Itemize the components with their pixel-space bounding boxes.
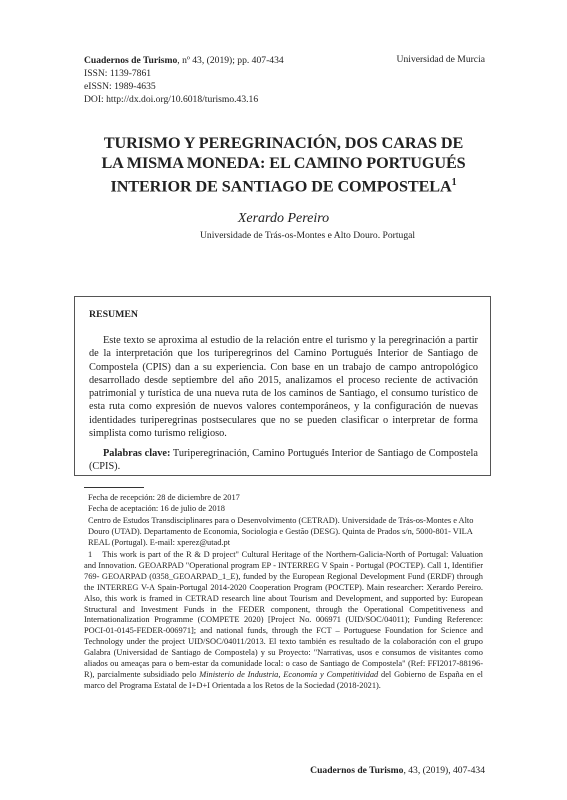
citation-line bbox=[84, 54, 284, 67]
keywords bbox=[89, 447, 478, 474]
title-line-1: TURISMO Y PEREGRINACIÓN, DOS CARAS DE bbox=[103, 134, 464, 152]
abstract-text: Este texto se aproxima al estudio de la relación entre el turismo y la peregrinación a partir de la interpretación que los turiperegrinos del Camino Portugués Interior de Santiago de Compostela (CPIS) dan a su experiencia. Con base en un trabajo de campo antropológico desarrollado desde septiembre del año 2015, analizamos el proceso reciente de activación patrimonial y turística de una nueva ruta de los caminos de Santiago, el consumo turístico de esta ruta como expresión de nuevos valores contemporáneos, y la configuración de nuevas identidades turiperegrinas postseculares que no se pueden clasificar o interpretar de forma simplista como turismo religioso. bbox=[89, 335, 478, 440]
author-affiliation: Universidade de Trás-os-Montes e Alto Douro. Portugal bbox=[200, 230, 416, 241]
footnote-text-a: This work is part of the R & D project" Cultural Heritage of the Northern-Galicia-North of Portugal: Valuation and Innovation. GEOARPAD "Operational program EP - INTERREG V Spain - Portugal (POCTEP). Call 1, Identifier 769- GEOARPAD (0358_GEOARPAD_1_E), funded by the European Regional Development Fund (ERDF) through the INTERREG V-A Spain-Portugal 2014-2020 Cooperation Program (POCTEP). Main researcher: Xerardo Pereiro. Also, this work is framed in CETRAD research line about Tourism and Development, and supported by: European Structural and Investment Funds in the FEDER component, through the Operational Competitiveness and Internationalization Programme (COMPETE 2020) [Project No. 006971 (UID/SOC/04011); Funding Reference: POCI-01-0145-FEDER-006971]; and national funds, through the FCT – Portuguese Foundation for Science and Technology under the project UID/SOC/04011/2013. El texto también es resultado de la colaboración con el grupo Galabra (Universidad de Santiago de Compostela) y su Proyecto: "Narrativas, usos e consumos de visitantes como aliados ou ameaças para o bem-estar da comunidade local: o caso de Santiago de Compostela" (Ref: FFI2017-88196-R), parcialmente subsidiado pelo bbox=[84, 550, 483, 679]
footnote-divider bbox=[84, 487, 144, 488]
footnote-italic: Ministerio de Industria, Economía y Competitividad bbox=[199, 669, 379, 679]
title-line-2: LA MISMA MONEDA: EL CAMINO PORTUGUÉS bbox=[101, 153, 466, 172]
keywords-label: Palabras clave: bbox=[103, 448, 171, 459]
title-line-3 bbox=[60, 173, 507, 197]
page-footer bbox=[310, 765, 485, 776]
footer-journal: Cuadernos de Turismo bbox=[310, 765, 404, 776]
issn: ISSN: 1139-7861 bbox=[84, 68, 152, 79]
footer-citation: , 43, (2019), 407-434 bbox=[403, 765, 485, 776]
eissn: eISSN: 1989-4635 bbox=[84, 81, 156, 92]
keywords-text: Turiperegrinación, Camino Portugués Interior de Santiago de Compostela (CPIS). bbox=[89, 448, 478, 473]
title-line-3-text: INTERIOR DE SANTIAGO DE COMPOSTELA bbox=[110, 177, 452, 196]
received-date: Fecha de recepción: 28 de diciembre de 2017 bbox=[88, 493, 240, 502]
abstract-heading: RESUMEN bbox=[89, 309, 138, 320]
university-name: Universidad de Murcia bbox=[396, 54, 485, 65]
citation: , nº 43, (2019); pp. 407-434 bbox=[177, 55, 284, 66]
article-title bbox=[60, 134, 507, 197]
accepted-date: Fecha de aceptación: 16 de julio de 2018 bbox=[88, 504, 225, 513]
doi-link[interactable]: DOI: http://dx.doi.org/10.6018/turismo.43.16 bbox=[84, 94, 259, 105]
title-footnote-ref[interactable]: 1 bbox=[451, 177, 457, 188]
journal-header bbox=[84, 54, 284, 106]
author-name: Xerardo Pereiro bbox=[237, 211, 330, 226]
author-address: Centro de Estudos Transdisciplinares para o Desenvolvimento (CETRAD). Universidade de Trás-os-Montes e Alto Douro (UTAD). Departamento de Economia, Sociologia e Gestão (DESG). Quinta de Prados s/n, 5000-801- VILA REAL (Portugal). E-mail: xperez@utad.pt bbox=[88, 516, 474, 547]
footnote-number: 1 bbox=[88, 550, 93, 559]
footnote-1 bbox=[84, 550, 483, 692]
journal-name: Cuadernos de Turismo bbox=[84, 55, 178, 66]
footnote-text-b: del Gobierno de España en el marco del Programa Estatal de I+D+I Orientada a los Retos de la Sociedad (2018-2021). bbox=[84, 669, 484, 690]
